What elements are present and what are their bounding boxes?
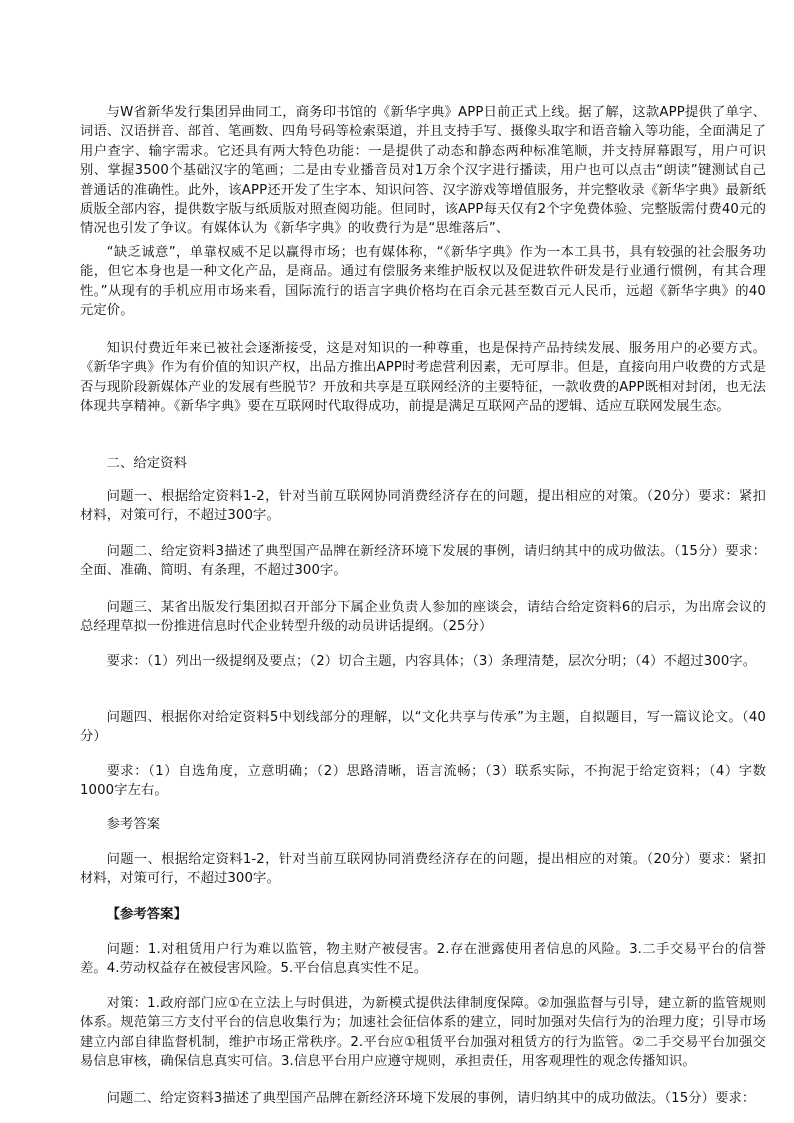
question-one-repeat: 问题一、根据给定资料1-2，针对当前互联网协同消费经济存在的问题，提出相应的对策。（20分）要求：紧扣材料，对策可行，不超过300字。 (80, 852, 766, 887)
paragraph-app-launch: 与W省新华发行集团异曲同工，商务印书馆的《新华字典》APP日前正式上线。据了解，这款APP提供了单字、词语、汉语拼音、部首、笔画数、四角号码等检索渠道，并且支持手写、摄像头取字和语音输入等功能，全面满足了用户查字、输字需求。它还具有两大特色功能：一是提供了动态和静态两种标准笔顺，并支持屏幕跟写，用户可识别、掌握3500个基础汉字的笔画；二是由专业播音员对1万余个汉字进行播读，用户也可以点击“朗读”键测试自己普通话的准确性。此外，该APP还开发了生字本、知识问答、汉字游戏等增值服务，并完整收录《新华字典》最新纸质版全部内容，提供数字版与纸质版对照查阅功能。但同时，该APP每天仅有2个字免费体验、完整版需付费40元的情况也引发了争议。有媒体认为《新华字典》的收费行为是“思维落后”、 (80, 105, 766, 237)
question-three-requirements: 要求：（1）列出一级提纲及要点；（2）切合主题，内容具体；（3）条理清楚，层次分明；（4）不超过300字。 (106, 654, 757, 669)
answer-problems: 问题：1.对租赁用户行为难以监管，物主财产被侵害。2.存在泄露使用者信息的风险。3.二手交易平台的信誉差。4.劳动权益存在被侵害风险。5.平台信息真实性不足。 (80, 942, 766, 977)
paragraph-media-views: “缺乏诚意”，单靠权威不足以赢得市场；也有媒体称，“《新华字典》作为一本工具书，具有较强的社会服务功能，但它本身也是一种文化产品，是商品。通过有偿服务来维护版权以及促进软件研发是行业通行惯例，有其合理性。”从现有的手机应用市场来看，国际流行的语言字典价格均在百余元甚至数百元人民币，远超《新华字典》的40元定价。 (80, 245, 766, 319)
answer-label: 【参考答案】 (106, 907, 187, 922)
question-four: 问题四、根据你对给定资料5中划线部分的理解，以“文化共享与传承”为主题，自拟题目，写一篇议论文。（40分） (80, 710, 766, 745)
question-three: 问题三、某省出版发行集团拟召开部分下属企业负责人参加的座谈会，请结合给定资料6的启示，为出席会议的总经理草拟一份推进信息时代企业转型升级的动员讲话提纲。（25分） (80, 600, 766, 635)
question-four-requirements: 要求：（1）自选角度，立意明确；（2）思路清晰，语言流畅；（3）联系实际，不拘泥于给定资料；（4）字数1000字左右。 (80, 764, 766, 799)
paragraph-knowledge-payment: 知识付费近年来已被社会逐渐接受，这是对知识的一种尊重，也是保持产品持续发展、服务用户的必要方式。《新华字典》作为有价值的知识产权，出品方推出APP时考虑营利因素，无可厚非。但是，直接向用户收费的方式是否与现阶段新媒体产业的发展有些脱节？开放和共享是互联网经济的主要特征，一款收费的APP既相对封闭，也无法体现共享精神。《新华字典》要在互联网时代取得成功，前提是满足互联网产品的逻辑、适应互联网发展生态。 (80, 341, 766, 415)
section-title: 二、给定资料 (106, 456, 187, 471)
question-two-repeat: 问题二、给定资料3描述了典型国产品牌在新经济环境下发展的事例，请归纳其中的成功做法。（15分）要求： (106, 1091, 756, 1106)
question-two: 问题二、给定资料3描述了典型国产品牌在新经济环境下发展的事例，请归纳其中的成功做法。（15分）要求：全面、准确、简明、有条理，不超过300字。 (80, 544, 766, 579)
answer-measures: 对策：1.政府部门应①在立法上与时俱进，为新模式提供法律制度保障。②加强监督与引导，建立新的监管规则体系。规范第三方支付平台的信息收集行为；加速社会征信体系的建立，同时加强对失信行为的治理力度；引导市场建立内部自律监督机制，维护市场正常秩序。2.平台应①租赁平台加强对租赁方的行为监管。②二手交易平台加强交易信息审核，确保信息真实可信。3.信息平台用户应遵守规则，承担责任，用客观理性的观念传播知识。 (80, 996, 766, 1070)
question-one: 问题一、根据给定资料1-2，针对当前互联网协同消费经济存在的问题，提出相应的对策。（20分）要求：紧扣材料，对策可行，不超过300字。 (80, 489, 766, 524)
answer-title: 参考答案 (106, 817, 161, 832)
